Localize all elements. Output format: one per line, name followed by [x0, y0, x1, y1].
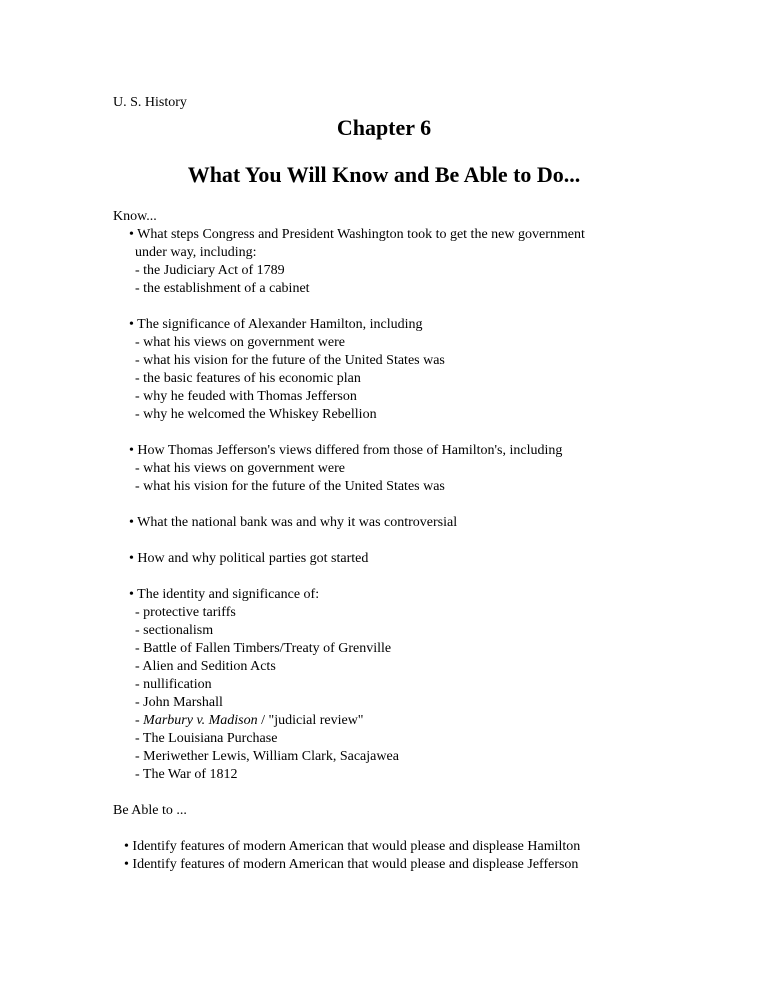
know-item-text: • The significance of Alexander Hamilton, including	[129, 317, 423, 332]
sub-list	[129, 334, 673, 424]
know-label: Know...	[113, 209, 157, 224]
sub-item-marbury	[135, 712, 673, 730]
sub-item: - why he welcomed the Whiskey Rebellion	[135, 407, 377, 422]
sub-list	[129, 460, 673, 496]
know-item-identity-significance	[129, 586, 673, 784]
know-item-government-steps	[129, 226, 673, 298]
course-label: U. S. History	[113, 95, 187, 110]
sub-item: - the establishment of a cabinet	[135, 281, 310, 296]
know-item-national-bank	[129, 514, 673, 532]
able-label: Be Able to ...	[113, 803, 187, 818]
sub-list	[129, 262, 673, 298]
sub-item: - The War of 1812	[135, 767, 238, 782]
sub-item: - what his vision for the future of the United States was	[135, 479, 445, 494]
know-item-hamilton	[129, 316, 673, 424]
sub-item: - The Louisiana Purchase	[135, 731, 278, 746]
know-item-political-parties	[129, 550, 673, 568]
sub-item: - John Marshall	[135, 695, 223, 710]
able-item-jefferson: • Identify features of modern American that would please and displease Jefferson	[124, 857, 579, 872]
sub-item: - the basic features of his economic plan	[135, 371, 361, 386]
know-item-continuation: under way, including:	[135, 245, 257, 260]
know-list	[113, 226, 673, 784]
marbury-prefix: -	[135, 713, 144, 728]
know-item-jefferson	[129, 442, 673, 496]
chapter-title: Chapter 6	[336, 115, 432, 140]
sub-list	[129, 604, 673, 784]
know-item-text: • What steps Congress and President Washington took to get the new government	[129, 227, 585, 242]
marbury-case-name: Marbury v. Madison	[143, 713, 258, 728]
sub-item: - why he feuded with Thomas Jefferson	[135, 389, 357, 404]
sub-item: - Meriwether Lewis, William Clark, Sacajawea	[135, 749, 399, 764]
sub-item: - sectionalism	[135, 623, 214, 638]
marbury-suffix: / "judicial review"	[257, 713, 364, 728]
know-item-text: • What the national bank was and why it was controversial	[129, 515, 458, 530]
sub-item: - protective tariffs	[135, 605, 236, 620]
know-item-text: • How and why political parties got started	[129, 551, 369, 566]
sub-item: - Alien and Sedition Acts	[135, 659, 276, 674]
page-heading: What You Will Know and Be Able to Do...	[187, 162, 581, 187]
sub-item: - Battle of Fallen Timbers/Treaty of Grenville	[135, 641, 392, 656]
know-item-text: • How Thomas Jefferson's views differed from those of Hamilton's, including	[129, 443, 563, 458]
able-list	[113, 838, 673, 874]
know-item-text: • The identity and significance of:	[129, 587, 320, 602]
sub-item: - the Judiciary Act of 1789	[135, 263, 285, 278]
content-body	[113, 208, 673, 874]
sub-item: - what his vision for the future of the United States was	[135, 353, 445, 368]
able-item-hamilton: • Identify features of modern American that would please and displease Hamilton	[124, 839, 581, 854]
sub-item: - nullification	[135, 677, 212, 692]
sub-item: - what his views on government were	[135, 335, 345, 350]
sub-item: - what his views on government were	[135, 461, 345, 476]
